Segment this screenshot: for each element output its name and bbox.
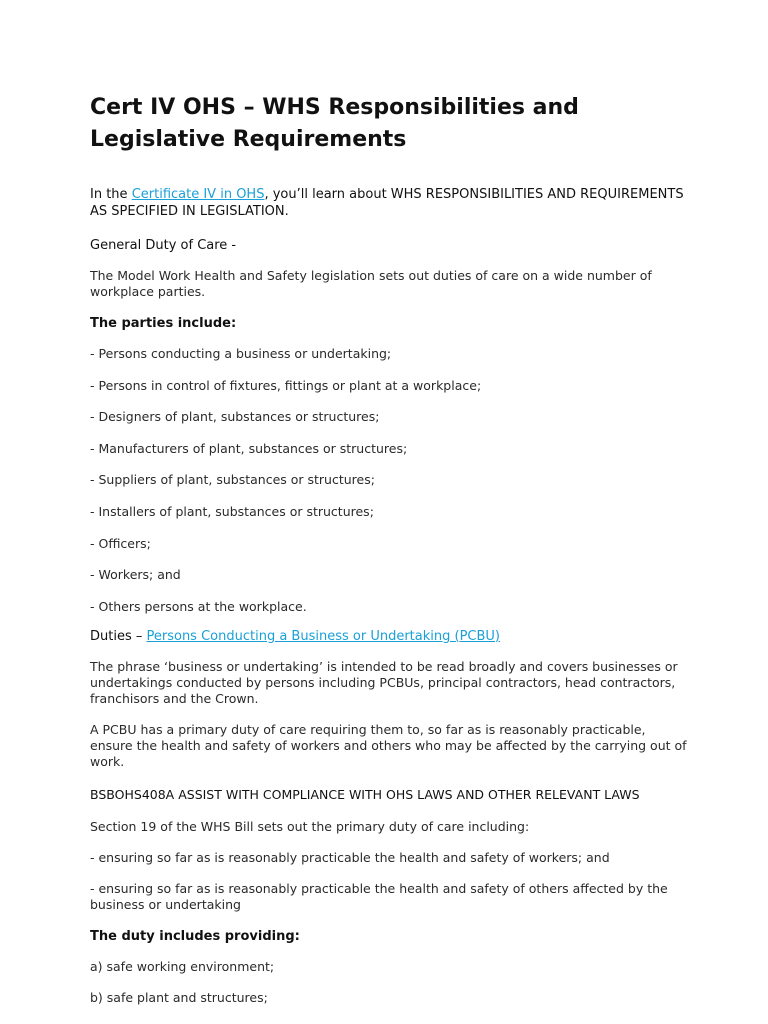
list-item: - Designers of plant, substances or structures; [90,409,380,425]
intro-paragraph [90,186,690,220]
list-item: - Persons in control of fixtures, fittings or plant at a workplace; [90,377,482,393]
document-page [90,92,690,1022]
list-item: - Manufacturers of plant, substances or structures; [90,440,408,456]
list-item: - Persons conducting a business or undertaking; [90,346,392,361]
general-duty-label: General Duty of Care - [90,238,237,253]
list-item: - Workers; and [90,567,181,583]
pcbu-link[interactable]: Persons Conducting a Business or Undertaking (PCBU) [146,628,500,644]
pcbu-paragraph: A PCBU has a primary duty of care requiring them to, so far as is reasonably practicable, ensure the health and safety of workers and others who may be affected by the carrying out of work. [90,721,687,769]
certificate-iv-link[interactable]: Certificate IV in OHS [131,187,265,202]
intro-prefix: In the [90,187,132,202]
list-item: - ensuring so far as is reasonably practicable the health and safety of others affected by the business or undertaking [90,880,668,912]
phrase-paragraph: The phrase ‘business or undertaking’ is intended to be read broadly and covers businesses or undertakings conducted by persons including PCBUs, principal contractors, head contractors, franchisors and the Crown. [90,658,678,706]
duty-includes-heading: The duty includes providing: [90,928,300,944]
intro-suffix: , you’ll learn about WHS RESPONSIBILITIES AND REQUIREMENTS AS SPECIFIED IN LEGISLATION. [90,187,684,219]
unit-heading: BSBOHS408A ASSIST WITH COMPLIANCE WITH OHS LAWS AND OTHER RELEVANT LAWS [90,786,640,802]
list-item: a) safe working environment; [90,958,275,974]
list-item: - Installers of plant, substances or structures; [90,503,374,519]
list-item: - ensuring so far as is reasonably practicable the health and safety of workers; and [90,849,610,865]
model-legislation-paragraph: The Model Work Health and Safety legislation sets out duties of care on a wide number of workplace parties. [90,268,652,299]
duties-prefix: Duties – [90,628,147,644]
page-title: Cert IV OHS – WHS Responsibilities and Legislative Requirements [90,95,579,152]
parties-list [90,346,690,615]
duties-heading [90,628,690,645]
list-item: - Others persons at the workplace. [90,598,307,614]
section19-paragraph: Section 19 of the WHS Bill sets out the primary duty of care including: [90,818,530,834]
list-item: b) safe plant and structures; [90,990,268,1006]
list-item: - Suppliers of plant, substances or structures; [90,472,375,488]
list-item: - Officers; [90,535,151,551]
parties-heading: The parties include: [90,316,237,331]
